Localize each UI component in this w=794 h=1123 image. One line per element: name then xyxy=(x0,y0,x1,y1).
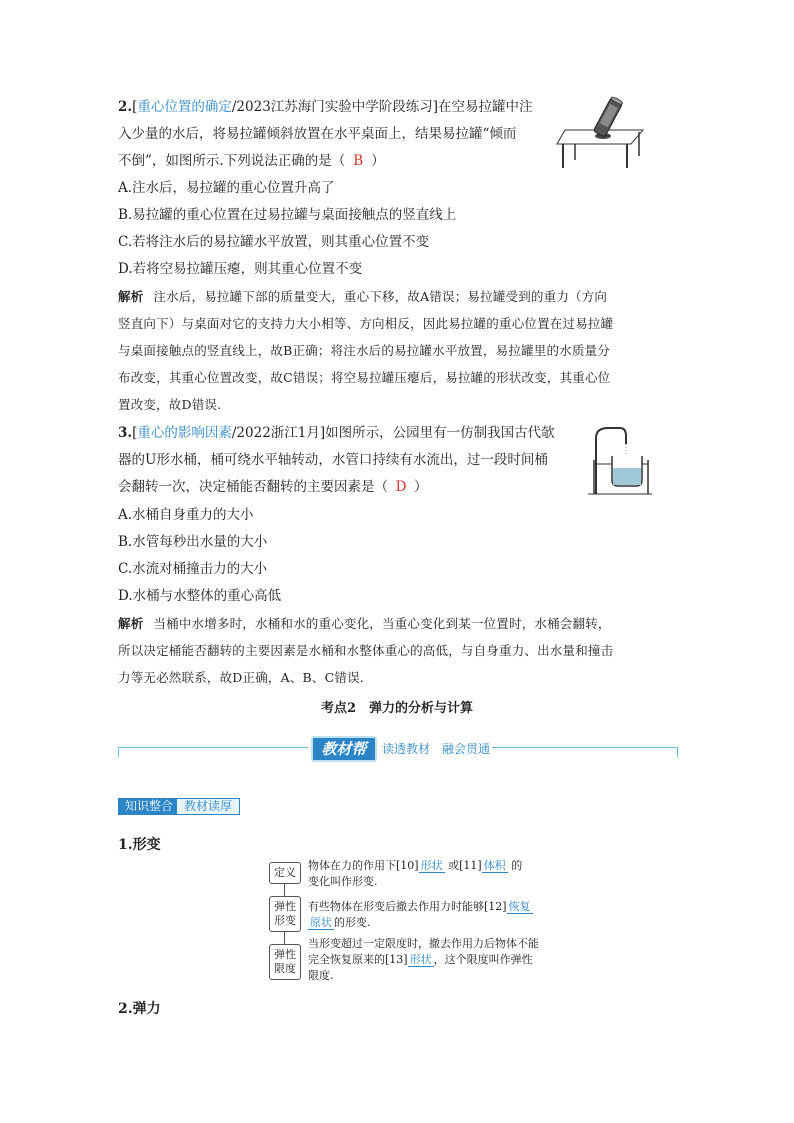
q2-analysis-line2: 竖直向下）与桌面对它的支持力大小相等、方向相反，因此易拉罐的重心位置在过易拉罐 xyxy=(118,316,614,331)
q2-analysis-label: 解析 xyxy=(118,289,144,304)
blank-12: 恢复 xyxy=(508,900,531,913)
definition-line2: 变化叫作形变. xyxy=(308,875,378,888)
q2-stem-line3: 不倒”，如图所示.下列说法正确的是（ B ） xyxy=(118,153,385,169)
label-definition: 定义 xyxy=(269,862,301,884)
q2-analysis-line3: 与桌面接触点的竖直线上，故B正确；将注水后的易拉罐水平放置，易拉罐里的水质量分 xyxy=(118,343,610,358)
q2-topic: 重心位置的确定 xyxy=(137,99,232,115)
limit-line2: 完全恢复原来的[13] 形状 ，这个限度叫作弹性 xyxy=(308,953,533,966)
q3-analysis-line2: 所以决定桶能否翻转的主要因素是水桶和水整体重心的高低，与自身重力、出水量和撞击 xyxy=(118,643,614,658)
blank-10: 形状 xyxy=(420,859,443,872)
q3-option-d: D.水桶与水整体的重心高低 xyxy=(118,588,282,604)
banner-subtitle: 读透教材 融会贯通 xyxy=(382,742,491,756)
banner-rule-left xyxy=(118,747,308,748)
q2-stem-line1: 2.[重心位置的确定/2023江苏海门实验中学阶段练习]在空易拉罐中注 xyxy=(118,99,533,115)
q3-stem-line2: 器的U形水桶，桶可绕水平轴转动，水管口持续有水流出，过一段时间桶 xyxy=(118,452,548,468)
q2-number: 2. xyxy=(118,99,133,115)
q3-option-a: A.水桶自身重力的大小 xyxy=(118,507,254,523)
blank-11: 体积 xyxy=(483,859,506,872)
definition-line1: 物体在力的作用下[10] 形状 或[11] 体积 的 xyxy=(308,859,523,872)
q3-stem-line3: 会翻转一次，决定桶能否翻转的主要因素是（ D ） xyxy=(118,479,428,495)
diagram-connector-2 xyxy=(284,930,285,944)
banner-rule-right-end xyxy=(677,747,678,757)
label-elastic-limit: 弹性 限度 xyxy=(269,944,301,980)
tag-textbook-reading: 教材读厚 xyxy=(176,798,240,815)
blank-12-cont: 原状 xyxy=(310,916,332,929)
q2-analysis-line1: 解析 注水后，易拉罐下部的质量变大，重心下移，故A错误；易拉罐受到的重力（方向 xyxy=(118,289,608,304)
banner-title: 教材帮 xyxy=(311,736,377,762)
elastic-line2: 原状 的形变. xyxy=(310,916,371,929)
q3-topic: 重心的影响因素 xyxy=(137,425,232,441)
label-elastic-deformation: 弹性 形变 xyxy=(269,896,301,932)
q2-source: /2023江苏海门实验中学阶段练习] xyxy=(231,99,439,115)
heading-elastic-force: 2.弹力 xyxy=(118,1001,161,1017)
u-bucket-figure xyxy=(584,424,656,496)
q2-option-b: B.易拉罐的重心位置在过易拉罐与桌面接触点的竖直线上 xyxy=(118,207,457,223)
limit-line3: 限度. xyxy=(308,969,334,982)
tag-knowledge-integration: 知识整合 xyxy=(118,798,180,815)
blank-13: 形状 xyxy=(409,953,432,966)
q2-stem-line2: 入少量的水后，将易拉罐倾斜放置在水平桌面上，结果易拉罐“倾而 xyxy=(118,126,517,142)
q2-analysis-line4: 布改变，其重心位置改变，故C错误；将空易拉罐压瘪后，易拉罐的形状改变，其重心位 xyxy=(118,370,611,385)
section-title: 考点2 弹力的分析与计算 xyxy=(320,701,474,716)
q3-option-c: C.水流对桶撞击力的大小 xyxy=(118,561,268,577)
diagram-connector-1 xyxy=(284,884,285,896)
q3-stem-line1: 3.[重心的影响因素/2022浙江1月]如图所示，公园里有一仿制我国古代欹 xyxy=(118,425,555,441)
q3-analysis-line3: 力等无必然联系，故D正确，A、B、C错误. xyxy=(118,670,364,685)
q3-number: 3. xyxy=(118,425,133,441)
banner-rule-right xyxy=(492,747,678,748)
q3-source: /2022浙江1月] xyxy=(231,425,326,441)
q2-answer: B xyxy=(353,153,364,169)
q3-option-b: B.水管每秒出水量的大小 xyxy=(118,534,268,550)
q3-answer: D xyxy=(395,479,407,495)
q2-option-d: D.若将空易拉罐压瘪，则其重心位置不变 xyxy=(118,261,363,277)
q2-analysis-line5: 置改变，故D错误. xyxy=(118,397,222,412)
elastic-line1: 有些物体在形变后撤去作用力时能够[12] 恢复 xyxy=(308,900,531,913)
q2-option-a: A.注水后，易拉罐的重心位置升高了 xyxy=(118,180,335,196)
can-on-table-figure xyxy=(555,92,655,172)
q2-option-c: C.若将注水后的易拉罐水平放置，则其重心位置不变 xyxy=(118,234,430,250)
q3-analysis-label: 解析 xyxy=(118,616,144,631)
heading-deformation: 1.形变 xyxy=(118,837,161,853)
banner-rule-left-end xyxy=(118,747,119,757)
q3-analysis-line1: 解析 当桶中水增多时，水桶和水的重心变化，当重心变化到某一位置时，水桶会翻转， xyxy=(118,616,611,631)
limit-line1: 当形变超过一定限度时，撤去作用力后物体不能 xyxy=(308,937,539,950)
